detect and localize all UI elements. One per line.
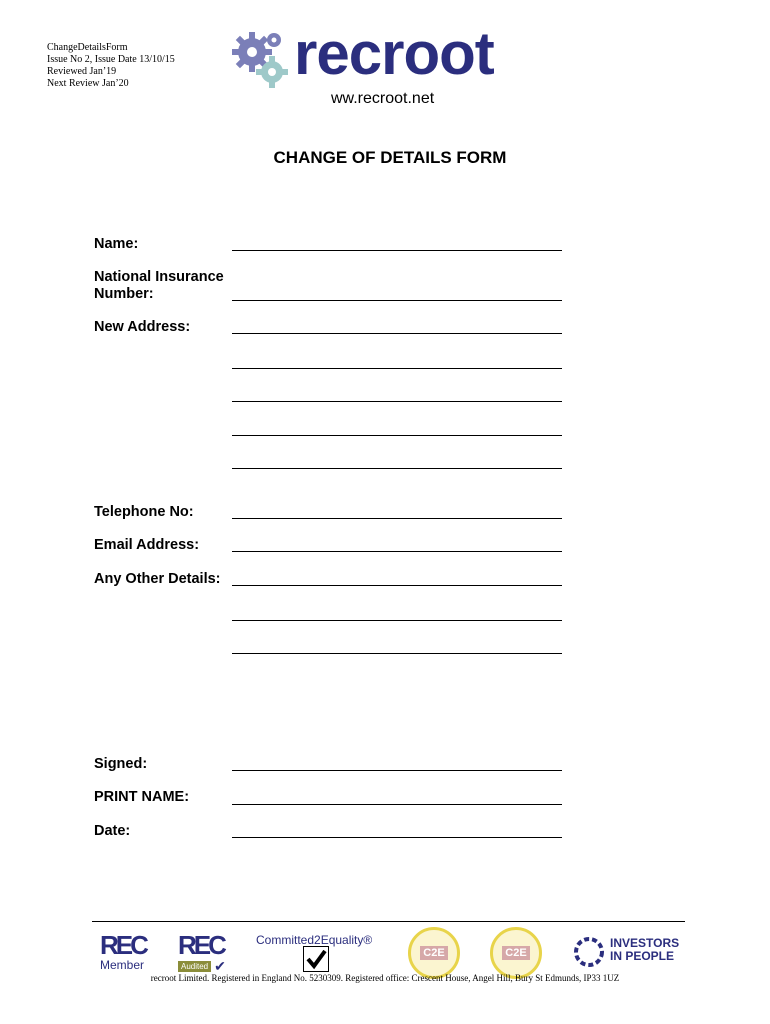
date-field[interactable] [232,837,562,838]
form-title: CHANGE OF DETAILS FORM [273,148,507,167]
next-review-info: Next Review Jan’20 [47,78,129,89]
document-meta [47,42,175,90]
issue-info: Issue No 2, Issue Date 13/10/15 [47,54,175,65]
date-label: Date: [94,823,131,839]
rec-member-logo [100,932,146,972]
ni-label-line1: National Insurance [94,269,224,285]
website-link[interactable]: ww.recroot.net [331,90,435,107]
signed-label: Signed: [94,756,148,772]
reviewed-info: Reviewed Jan’19 [47,66,117,77]
checkmark-icon [303,946,329,972]
iip-laurel-icon [572,935,606,969]
other-details-line-2[interactable] [232,620,562,621]
recroot-logo [230,20,530,90]
form-code: ChangeDetailsForm [47,42,128,53]
investors-in-people-logo [572,935,680,974]
c2e-badge-text: C2E [502,946,529,960]
other-details-line-3[interactable] [232,653,562,654]
rec-audited-label: Audited [178,961,211,972]
print-name-label: PRINT NAME: [94,789,190,805]
address-line-5[interactable] [232,468,562,469]
registration-notice: recroot Limited. Registered in England No. 5230309. Registered office: Crescent House, Angel Hill, Bury St Edmunds, IP33 1UZ [150,973,620,983]
ni-number-field[interactable] [232,300,562,301]
address-line-3[interactable] [232,401,562,402]
email-label: Email Address: [94,537,200,553]
signature-field[interactable] [232,770,562,771]
name-field[interactable] [232,250,562,251]
other-details-label: Any Other Details: [94,571,221,587]
email-field[interactable] [232,551,562,552]
iip-line2: IN PEOPLE [610,949,675,963]
rec-mark-icon: REC [100,930,146,960]
ni-label-line2: Number: [94,286,154,302]
telephone-field[interactable] [232,518,562,519]
tick-icon: ✔ [214,958,226,974]
name-label: Name: [94,236,139,252]
address-line-2[interactable] [232,368,562,369]
footer-divider [92,921,685,922]
brand-wordmark: recroot [294,20,494,87]
telephone-label: Telephone No: [94,504,194,520]
iip-line1: INVESTORS [610,936,680,950]
rec-member-label: Member [100,958,145,972]
rec-mark-icon: REC [178,930,224,960]
c2e-label: Committed2Equality® [256,933,373,947]
c2e-badge-2 [490,927,542,979]
address-label: New Address: [94,319,191,335]
c2e-badge-text: C2E [420,946,447,960]
c2e-badge-1 [408,927,460,979]
address-line-4[interactable] [232,435,562,436]
address-line-1[interactable] [232,333,562,334]
other-details-line-1[interactable] [232,585,562,586]
rec-audited-logo [178,932,226,975]
print-name-field[interactable] [232,804,562,805]
gears-icon [230,30,292,90]
